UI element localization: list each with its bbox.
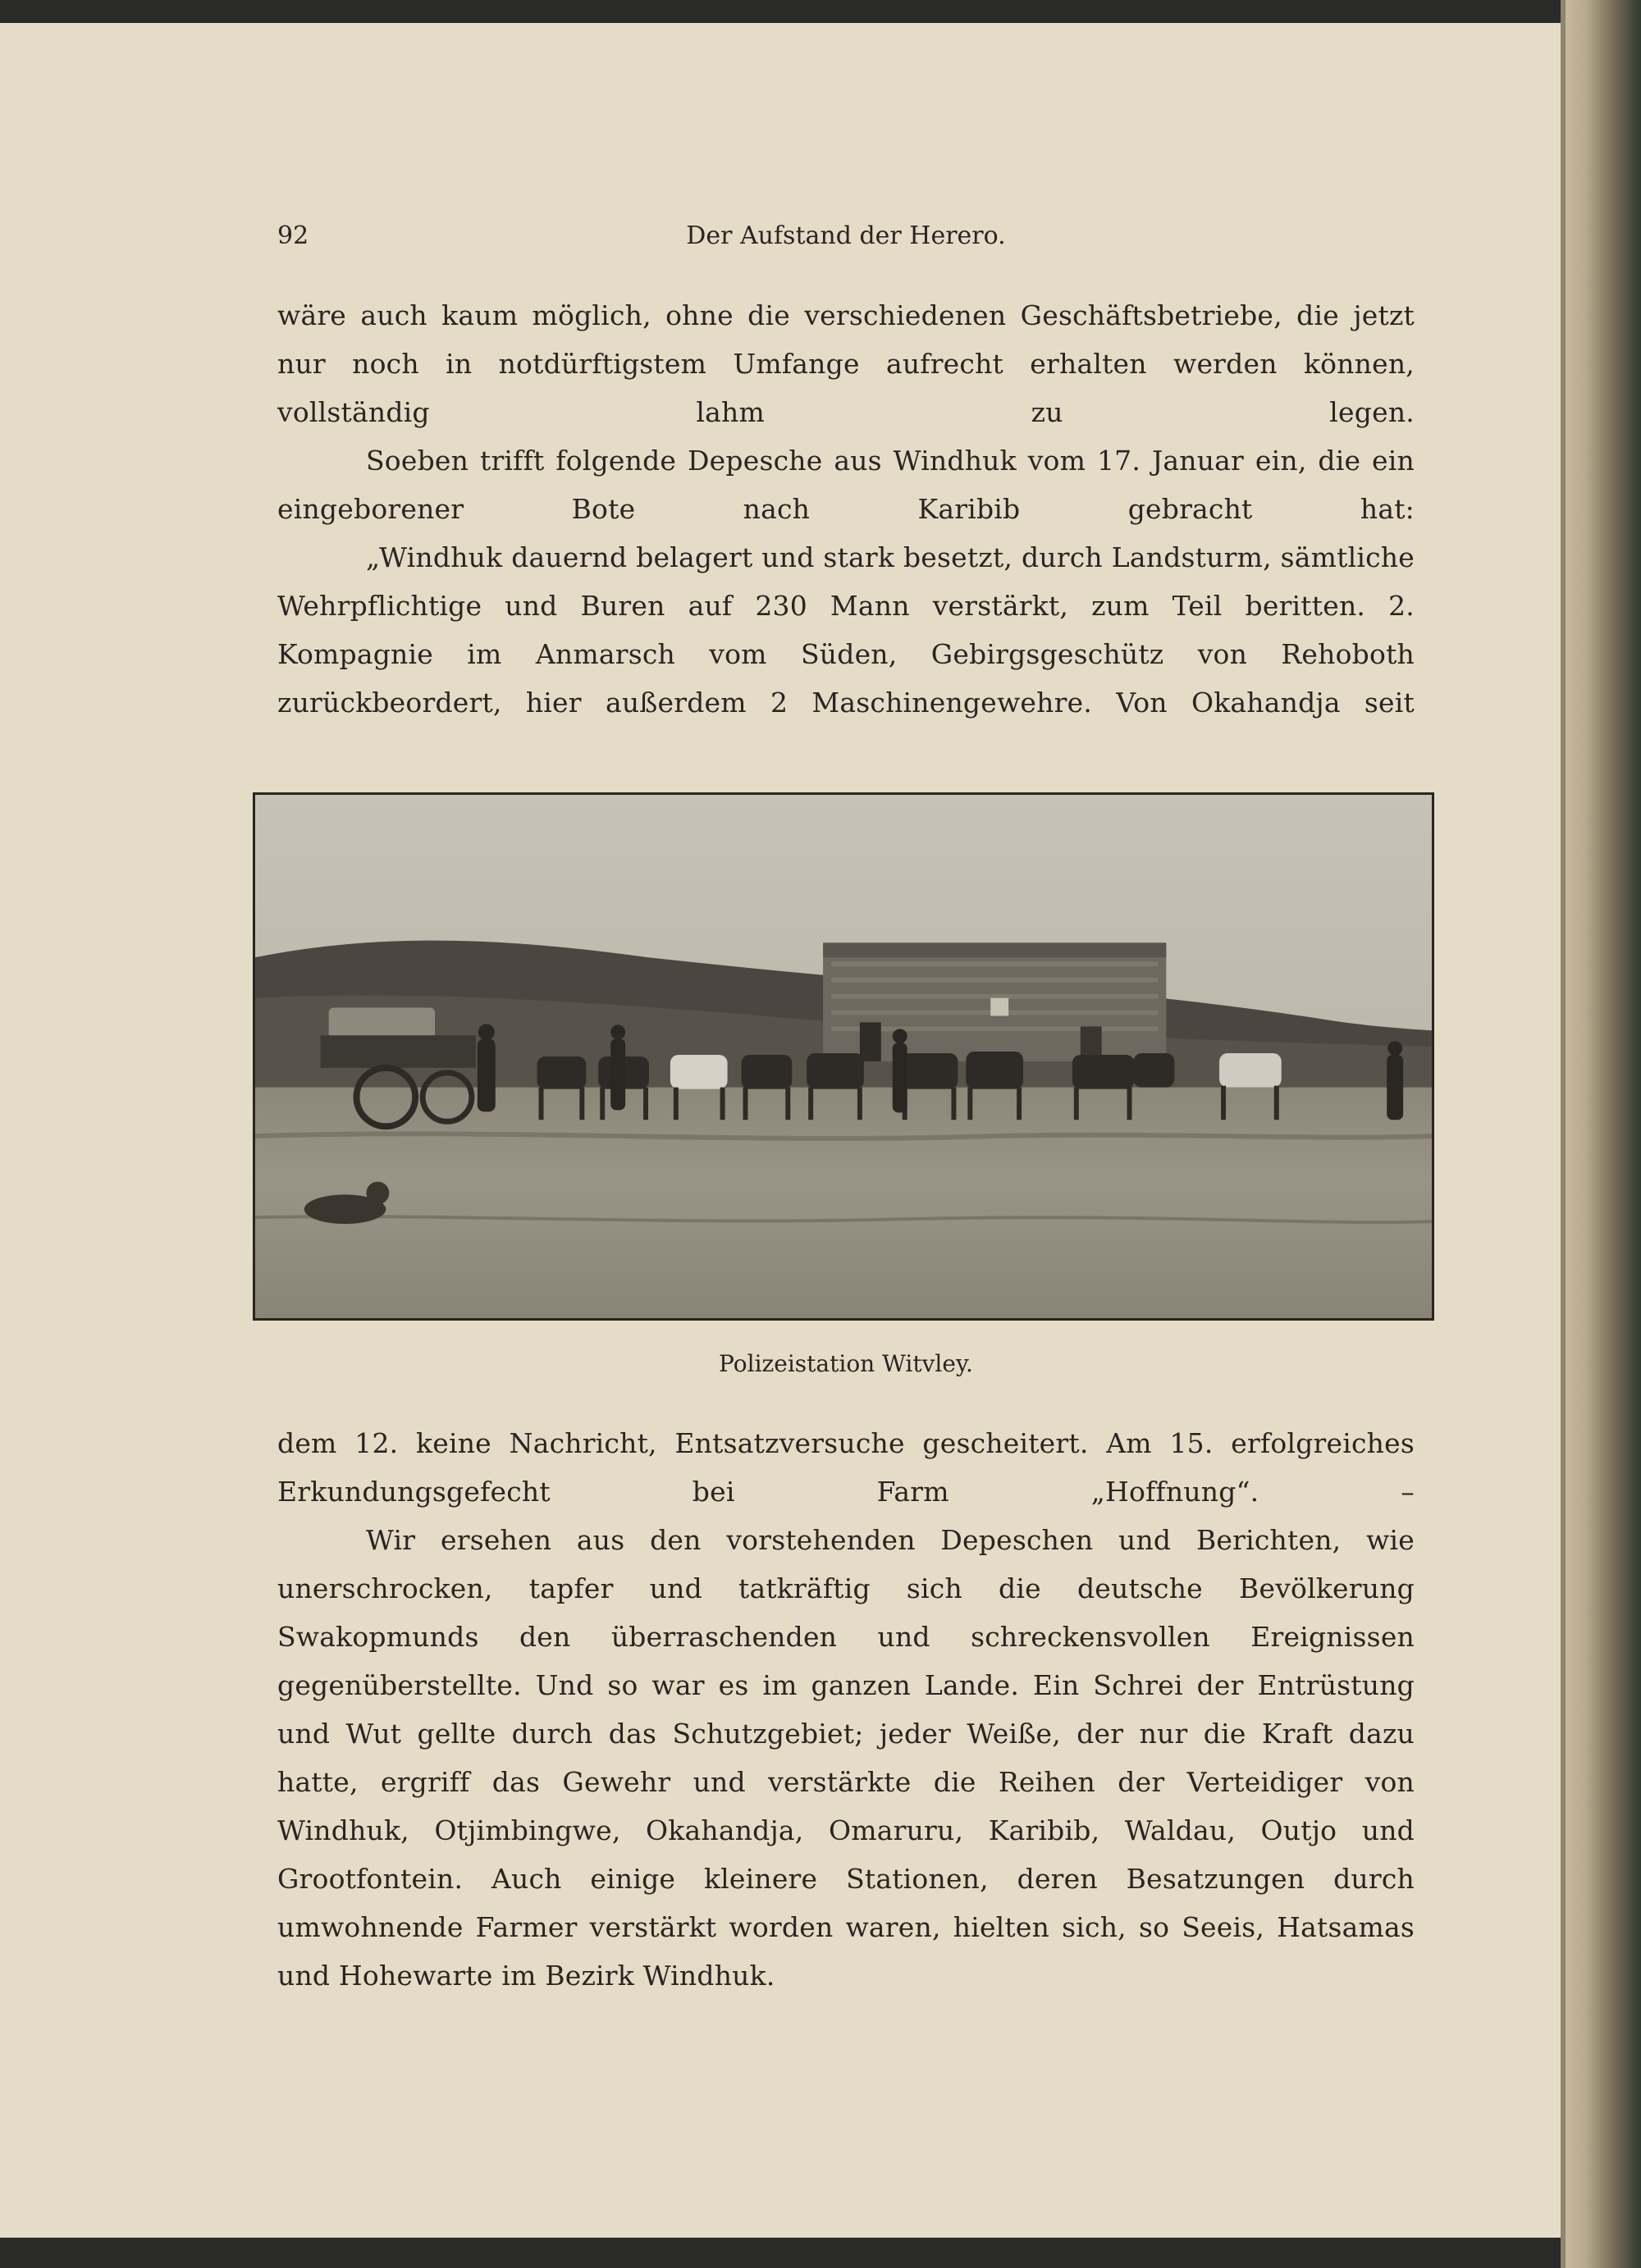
paragraph-main: Wir ersehen aus den vorstehenden Depeschen und Berichten, wie unerschrocken, tapfer und tatkräftig sich die deutsche Bevölkerung Swakopmunds den überraschenden und schreckensvollen Ereignissen gegenüberstellte. Und so war es im ganzen Lande. Ein Schrei der Entrüstung und Wut gellte durch das Schutzgebiet; jeder Weiße, der nur die Kraft dazu hatte, ergriff das Gewehr und verstärkte die Reihen der Verteidiger von Windhuk, Otjimbingwe, Okahandja, Omaruru, Karibib, Waldau, Outjo und Grootfontein. Auch einige kleinere Stationen, deren Besatzungen durch umwohnende Farmer verstärkt worden waren, hielten sich, so Seeis, Hatsamas und Hohewarte im Bezirk Windhuk. [277,1524,1415,1992]
running-title: Der Aufstand der Herero. [686,221,1006,250]
paragraph-dispatch-quote: „Windhuk dauernd belagert und stark besetzt, durch Landsturm, sämtliche Wehrpflichtige und Buren auf 230 Mann verstärkt, zum Teil beritten. 2. Kompagnie im Anmarsch vom Süden, Gebirgsgeschütz von Rehoboth zurückbeordert, hier außerdem 2 Maschinengewehre. Von Okahandja seit [277,541,1415,719]
paragraph-dispatch-end: dem 12. keine Nachricht, Entsatzversuche gescheitert. Am 15. erfolgreiches Erkundungsgefecht bei Farm „Hoffnung“. – [277,1427,1415,1508]
paragraph-continuation: wäre auch kaum möglich, ohne die verschiedenen Geschäftsbetriebe, die jetzt nur noch in notdürftigstem Umfange aufrecht erhalten werden können, vollständig lahm zu legen. [277,299,1415,428]
paragraph-dispatch-intro: Soeben trifft folgende Depesche aus Windhuk vom 17. Januar ein, die ein eingeborener Bote nach Karibib gebracht hat: [277,445,1415,525]
page-number: 92 [277,221,309,250]
figure-caption: Polizeistation Witvley. [719,1350,973,1377]
book-spine [1561,0,1641,2268]
page-edge [1561,0,1566,2268]
running-head [277,221,1415,258]
photo-police-station [253,792,1434,1321]
photo-illustration [255,795,1432,1318]
